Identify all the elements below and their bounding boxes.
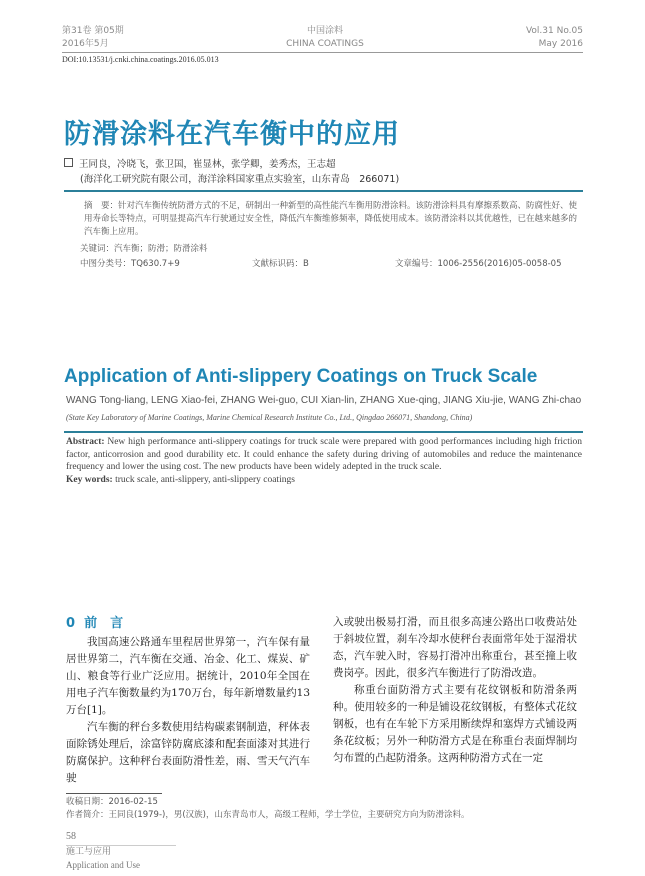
chinese-keywords: 关键词：汽车衡；防滑；防滑涂料 bbox=[80, 244, 208, 254]
paragraph: 称重台面防滑方式主要有花纹钢板和防滑条两种。使用较多的一种是铺设花纹钢板，有整体式花纹钢板，也有在车轮下方采用断续焊和塞焊方式铺设两条花纹板；另外一种防滑方式是在称重台表面焊制均匀布置的凸起防滑条。这两种防滑方式在一定 bbox=[333, 684, 577, 764]
paragraph: 入或驶出极易打滑，而且很多高速公路出口收费站处于斜坡位置，刹车冷却水使秤台表面常年处于湿滑状态，汽车驶入时，容易打滑冲出称重台，甚至撞上收费岗亭。因此，很多汽车衡进行了防滑改造。 bbox=[333, 616, 577, 679]
body-area bbox=[66, 614, 577, 871]
english-affiliation: (State Key Laboratory of Marine Coatings, Marine Chemical Research Institute Co., Ltd., Qingdao 266071, Shandong, China) bbox=[66, 413, 473, 422]
column-name-chinese: 施工与应用 bbox=[66, 847, 112, 857]
doi: DOI:10.13531/j.cnki.china.coatings.2016.05.013 bbox=[62, 55, 219, 64]
two-columns bbox=[66, 614, 577, 787]
paragraph: 我国高速公路通车里程居世界第一，汽车保有量居世界第二，汽车衡在交通、冶金、化工、煤炭、矿山、粮食等行业广泛应用。据统计，2010年全国在用电子汽车衡数量约为170万台，每年新增数量约13万台[1]。 bbox=[66, 636, 310, 716]
author-bio: 作者简介：王同良(1979-)，男(汉族)，山东青岛市人，高级工程师，学士学位，主要研究方向为防滑涂料。 bbox=[66, 810, 470, 820]
chinese-abstract-block bbox=[80, 200, 584, 271]
column-left bbox=[66, 614, 310, 787]
page-number: 58 bbox=[66, 831, 76, 842]
title-rule bbox=[64, 190, 583, 192]
column-name-english: Application and Use bbox=[66, 860, 140, 870]
header-rule bbox=[62, 52, 583, 53]
english-abstract-block bbox=[66, 436, 582, 486]
article-number: 文章编号：1006-2556(2016)05-0058-05 bbox=[395, 259, 562, 269]
english-abstract: Abstract: New high performance anti-slippery coatings for truck scale were prepared with good performances including high friction factor, anticorrosion and good durability etc. It could enhance the safety during driving of automobiles and reduce the maintenance frequency and lower the using cost. The new products have been widely adepted in the truck scale. bbox=[66, 437, 582, 472]
paragraph: 汽车衡的秤台多数使用结构碳素钢制造，秤体表面除锈处理后，涂富锌防腐底漆和配套面漆对其进行防腐保护。这种秤台表面防滑性差，雨、雪天气汽车驶 bbox=[66, 721, 310, 784]
chinese-affiliation: (海洋化工研究院有限公司，海洋涂料国家重点实验室，山东青岛 266071) bbox=[80, 174, 400, 185]
column-right bbox=[333, 614, 577, 767]
english-keywords: Key words: truck scale, anti-slippery, anti-slippery coatings bbox=[66, 474, 295, 485]
square-bullet-icon bbox=[64, 158, 73, 167]
english-rule bbox=[64, 431, 583, 433]
header-right: Vol.31 No.05 May 2016 bbox=[525, 26, 583, 49]
document-code: 文献标识码：B bbox=[252, 259, 309, 269]
chinese-abstract: 摘 要：针对汽车衡传统防滑方式的不足，研制出一种新型的高性能汽车衡用防滑涂料。该防滑涂料具有摩擦系数高、防腐性好、使用寿命长等特点，可明显提高汽车行驶通过安全性，降低汽车衡维修频率，降低使用成本。该防滑涂料以其优越性，已在越来越多的汽车衡上应用。 bbox=[84, 201, 578, 237]
chinese-title: 防滑涂料在汽车衡中的应用 bbox=[64, 119, 400, 150]
footnote-rule bbox=[66, 793, 162, 794]
header-left: 第31卷 第05期 2016年5月 bbox=[62, 26, 124, 49]
received-date: 收稿日期：2016-02-15 bbox=[66, 797, 158, 807]
chinese-authors: 王同良，冷晓飞，张卫国，崔显林，张学卿，姜秀杰，王志超 bbox=[64, 156, 336, 170]
english-authors: WANG Tong-liang, LENG Xiao-fei, ZHANG Wei-guo, CUI Xian-lin, ZHANG Xue-qing, JIANG Xiu-jie, WANG Zhi-chao bbox=[66, 395, 582, 406]
classification-row bbox=[80, 258, 584, 271]
clc-number: 中图分类号：TQ630.7+9 bbox=[80, 259, 180, 269]
header-journal: 中国涂料 CHINA COATINGS bbox=[286, 26, 364, 49]
section-heading: 0 前 言 bbox=[66, 616, 124, 631]
english-title: Application of Anti-slippery Coatings on Truck Scale bbox=[64, 366, 538, 387]
